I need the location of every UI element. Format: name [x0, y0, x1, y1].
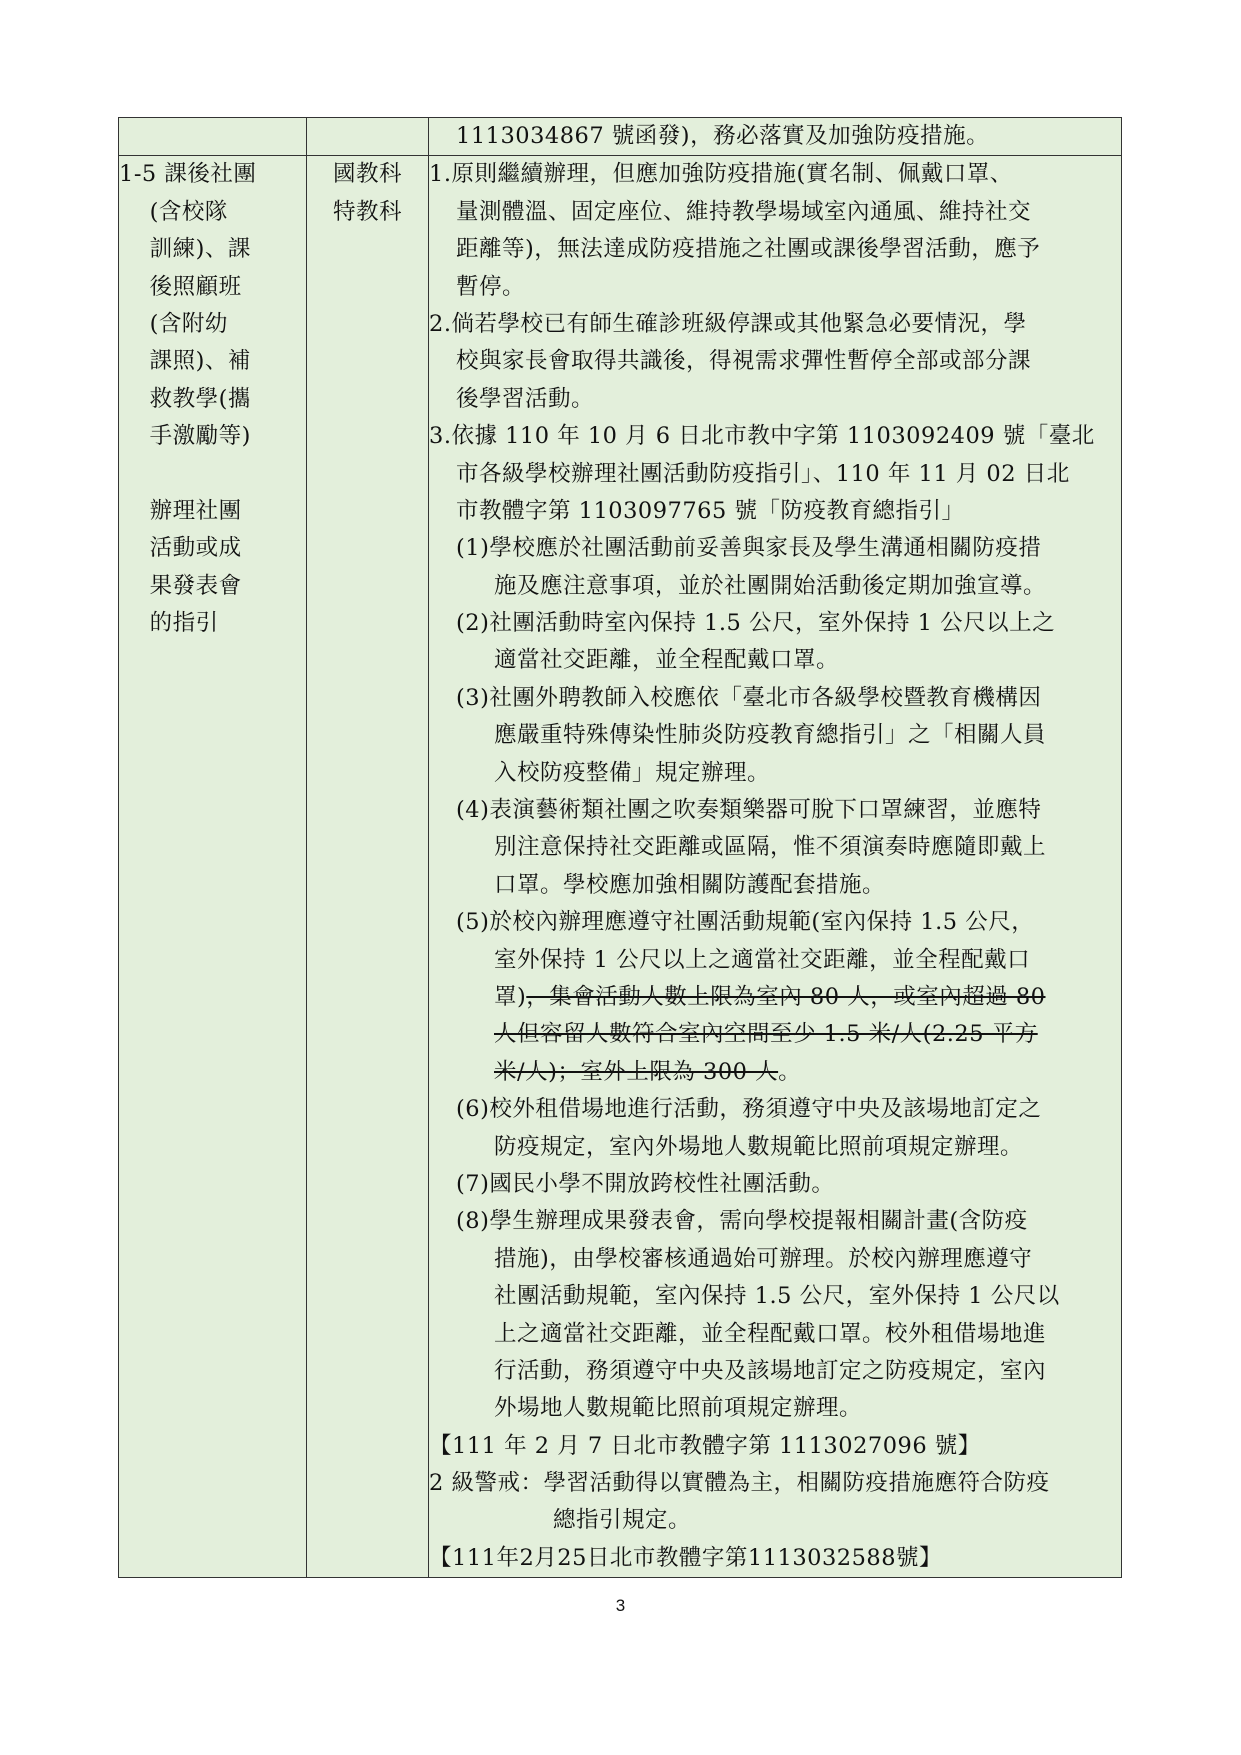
text-line: (2)社團活動時室內保持 1.5 公尺，室外保持 1 公尺以上之 — [456, 610, 1056, 637]
sub-item-7 — [429, 1166, 1121, 1203]
text-line: 距離等)，無法達成防疫措施之社團或課後學習活動，應予 — [456, 236, 1041, 263]
table-row-main — [119, 156, 1122, 1578]
struck-text: ，集會活動人數上限為室內 80 人，或室內超過 80 — [526, 983, 1046, 1010]
text-line: (6)校外租借場地進行活動，務須遵守中央及該場地訂定之 — [456, 1096, 1042, 1123]
reference-line: 【111 年 2 月 7 日北市教體字第 1113027096 號】 — [429, 1432, 981, 1459]
item-line: 1-5 課後社團 — [119, 161, 257, 188]
text-line: (4)表演藝術類社團之吹奏類樂器可脫下口罩練習，並應特 — [456, 797, 1042, 824]
item-line: 的指引 — [119, 610, 219, 637]
plain-text: 。 — [778, 1058, 802, 1085]
item-line: 救教學(攜 — [119, 385, 251, 412]
item-line: 課照)、補 — [119, 348, 251, 375]
text-line — [429, 1054, 1121, 1091]
sub-item-5 — [429, 904, 1121, 1091]
text-line: (8)學生辦理成果發表會，需向學校提報相關計畫(含防疫 — [456, 1208, 1028, 1235]
text-line: 社團活動規範，室內保持 1.5 公尺，室外保持 1 公尺以 — [494, 1283, 1060, 1310]
sub-item-2 — [429, 605, 1121, 680]
text-line: 量測體溫、固定座位、維持教學場域室內通風、維持社交 — [456, 198, 1032, 225]
text-line: 口罩。學校應加強相關防護配套措施。 — [494, 871, 886, 898]
sub-item-4 — [429, 792, 1121, 904]
item-line: 活動或成 — [119, 535, 242, 562]
item-cell — [119, 156, 307, 1578]
paragraph-2 — [429, 306, 1121, 418]
text-line: 總指引規定。 — [553, 1507, 692, 1534]
content-cell-continuation — [429, 118, 1122, 156]
page-number: 3 — [615, 1596, 626, 1615]
reference-line: 【111年2月25日北市教體字第1113032588號】 — [429, 1544, 943, 1571]
item-line: 訓練)、課 — [119, 236, 251, 263]
alert-paragraph — [429, 1465, 1121, 1540]
text-line: 上之適當社交距離，並全程配戴口罩。校外租借場地進 — [494, 1320, 1047, 1347]
text-line: 市各級學校辦理社團活動防疫指引」、110 年 11 月 02 日北 — [456, 460, 1070, 487]
department-line: 國教科 — [332, 161, 402, 188]
item-cell-empty — [119, 118, 307, 156]
text-line: (3)社團外聘教師入校應依「臺北市各級學校暨教育機構因 — [456, 684, 1042, 711]
text-line: 2 級警戒：學習活動得以實體為主，相關防疫措施應符合防疫 — [429, 1470, 1050, 1497]
text-line: 防疫規定，室內外場地人數規範比照前項規定辦理。 — [494, 1133, 1024, 1160]
department-line: 特教科 — [332, 198, 402, 225]
guidelines-table — [118, 117, 1122, 1578]
text-line — [429, 1016, 1121, 1053]
item-line — [119, 456, 306, 493]
content-cell — [429, 156, 1122, 1578]
text-line: 別注意保持社交距離或區隔，惟不須演奏時應隨即戴上 — [494, 834, 1047, 861]
text-line: 後學習活動。 — [456, 385, 595, 412]
text-line: 適當社交距離，並全程配戴口罩。 — [494, 647, 840, 674]
text-line: 1.原則繼續辦理，但應加強防疫措施(實名制、佩戴口罩、 — [429, 161, 1013, 188]
paragraph-1 — [429, 156, 1121, 306]
text-line: 措施)，由學校審核通過始可辦理。於校內辦理應遵守 — [494, 1245, 1033, 1272]
text-line: 校與家長會取得共識後，得視需求彈性暫停全部或部分課 — [456, 348, 1032, 375]
text-line — [429, 979, 1121, 1016]
struck-text: 人但容留人數符合室內空間至少 1.5 米/人(2.25 平方 — [494, 1021, 1038, 1048]
department-cell-empty — [307, 118, 429, 156]
text-line: 3.依據 110 年 10 月 6 日北市教中字第 1103092409 號「臺北 — [429, 423, 1095, 450]
item-line: (含校隊 — [119, 198, 228, 225]
item-line: 果發表會 — [119, 572, 242, 599]
text-line: 應嚴重特殊傳染性肺炎防疫教育總指引」之「相關人員 — [494, 722, 1047, 749]
text-line: 2.倘若學校已有師生確診班級停課或其他緊急必要情況，學 — [429, 310, 1027, 337]
text-line: 施及應注意事項，並於社團開始活動後定期加強宣導。 — [494, 572, 1047, 599]
text-line: (1)學校應於社團活動前妥善與家長及學生溝通相關防疫措 — [456, 535, 1042, 562]
sub-item-1 — [429, 530, 1121, 605]
paragraph-3 — [429, 418, 1121, 530]
text-line: (5)於校內辦理應遵守社團活動規範(室內保持 1.5 公尺， — [456, 909, 1035, 936]
text-line: 外場地人數規範比照前項規定辦理。 — [494, 1395, 863, 1422]
sub-item-6 — [429, 1091, 1121, 1166]
text-line: 暫停。 — [456, 273, 526, 300]
plain-text: 罩) — [494, 983, 527, 1010]
text-line: 室外保持 1 公尺以上之適當社交距離，並全程配戴口 — [494, 946, 1031, 973]
text-line: (7)國民小學不開放跨校性社團活動。 — [456, 1170, 835, 1197]
table-row-continuation — [119, 118, 1122, 156]
department-cell — [307, 156, 429, 1578]
text-line: 市教體字第 1103097765 號「防疫教育總指引」 — [456, 497, 965, 524]
item-line: 後照顧班 — [119, 273, 242, 300]
item-line: (含附幼 — [119, 310, 228, 337]
sub-item-8 — [429, 1203, 1121, 1427]
sub-item-3 — [429, 680, 1121, 792]
text-line: 入校防疫整備」規定辦理。 — [494, 759, 771, 786]
struck-text: 米/人)；室外上限為 300 人 — [494, 1058, 779, 1085]
continuation-text: 1113034867 號函發)，務必落實及加強防疫措施。 — [456, 123, 990, 149]
text-line: 行活動，務須遵守中央及該場地訂定之防疫規定，室內 — [494, 1357, 1047, 1384]
item-line: 辦理社團 — [119, 497, 242, 524]
item-line: 手激勵等) — [119, 423, 251, 450]
